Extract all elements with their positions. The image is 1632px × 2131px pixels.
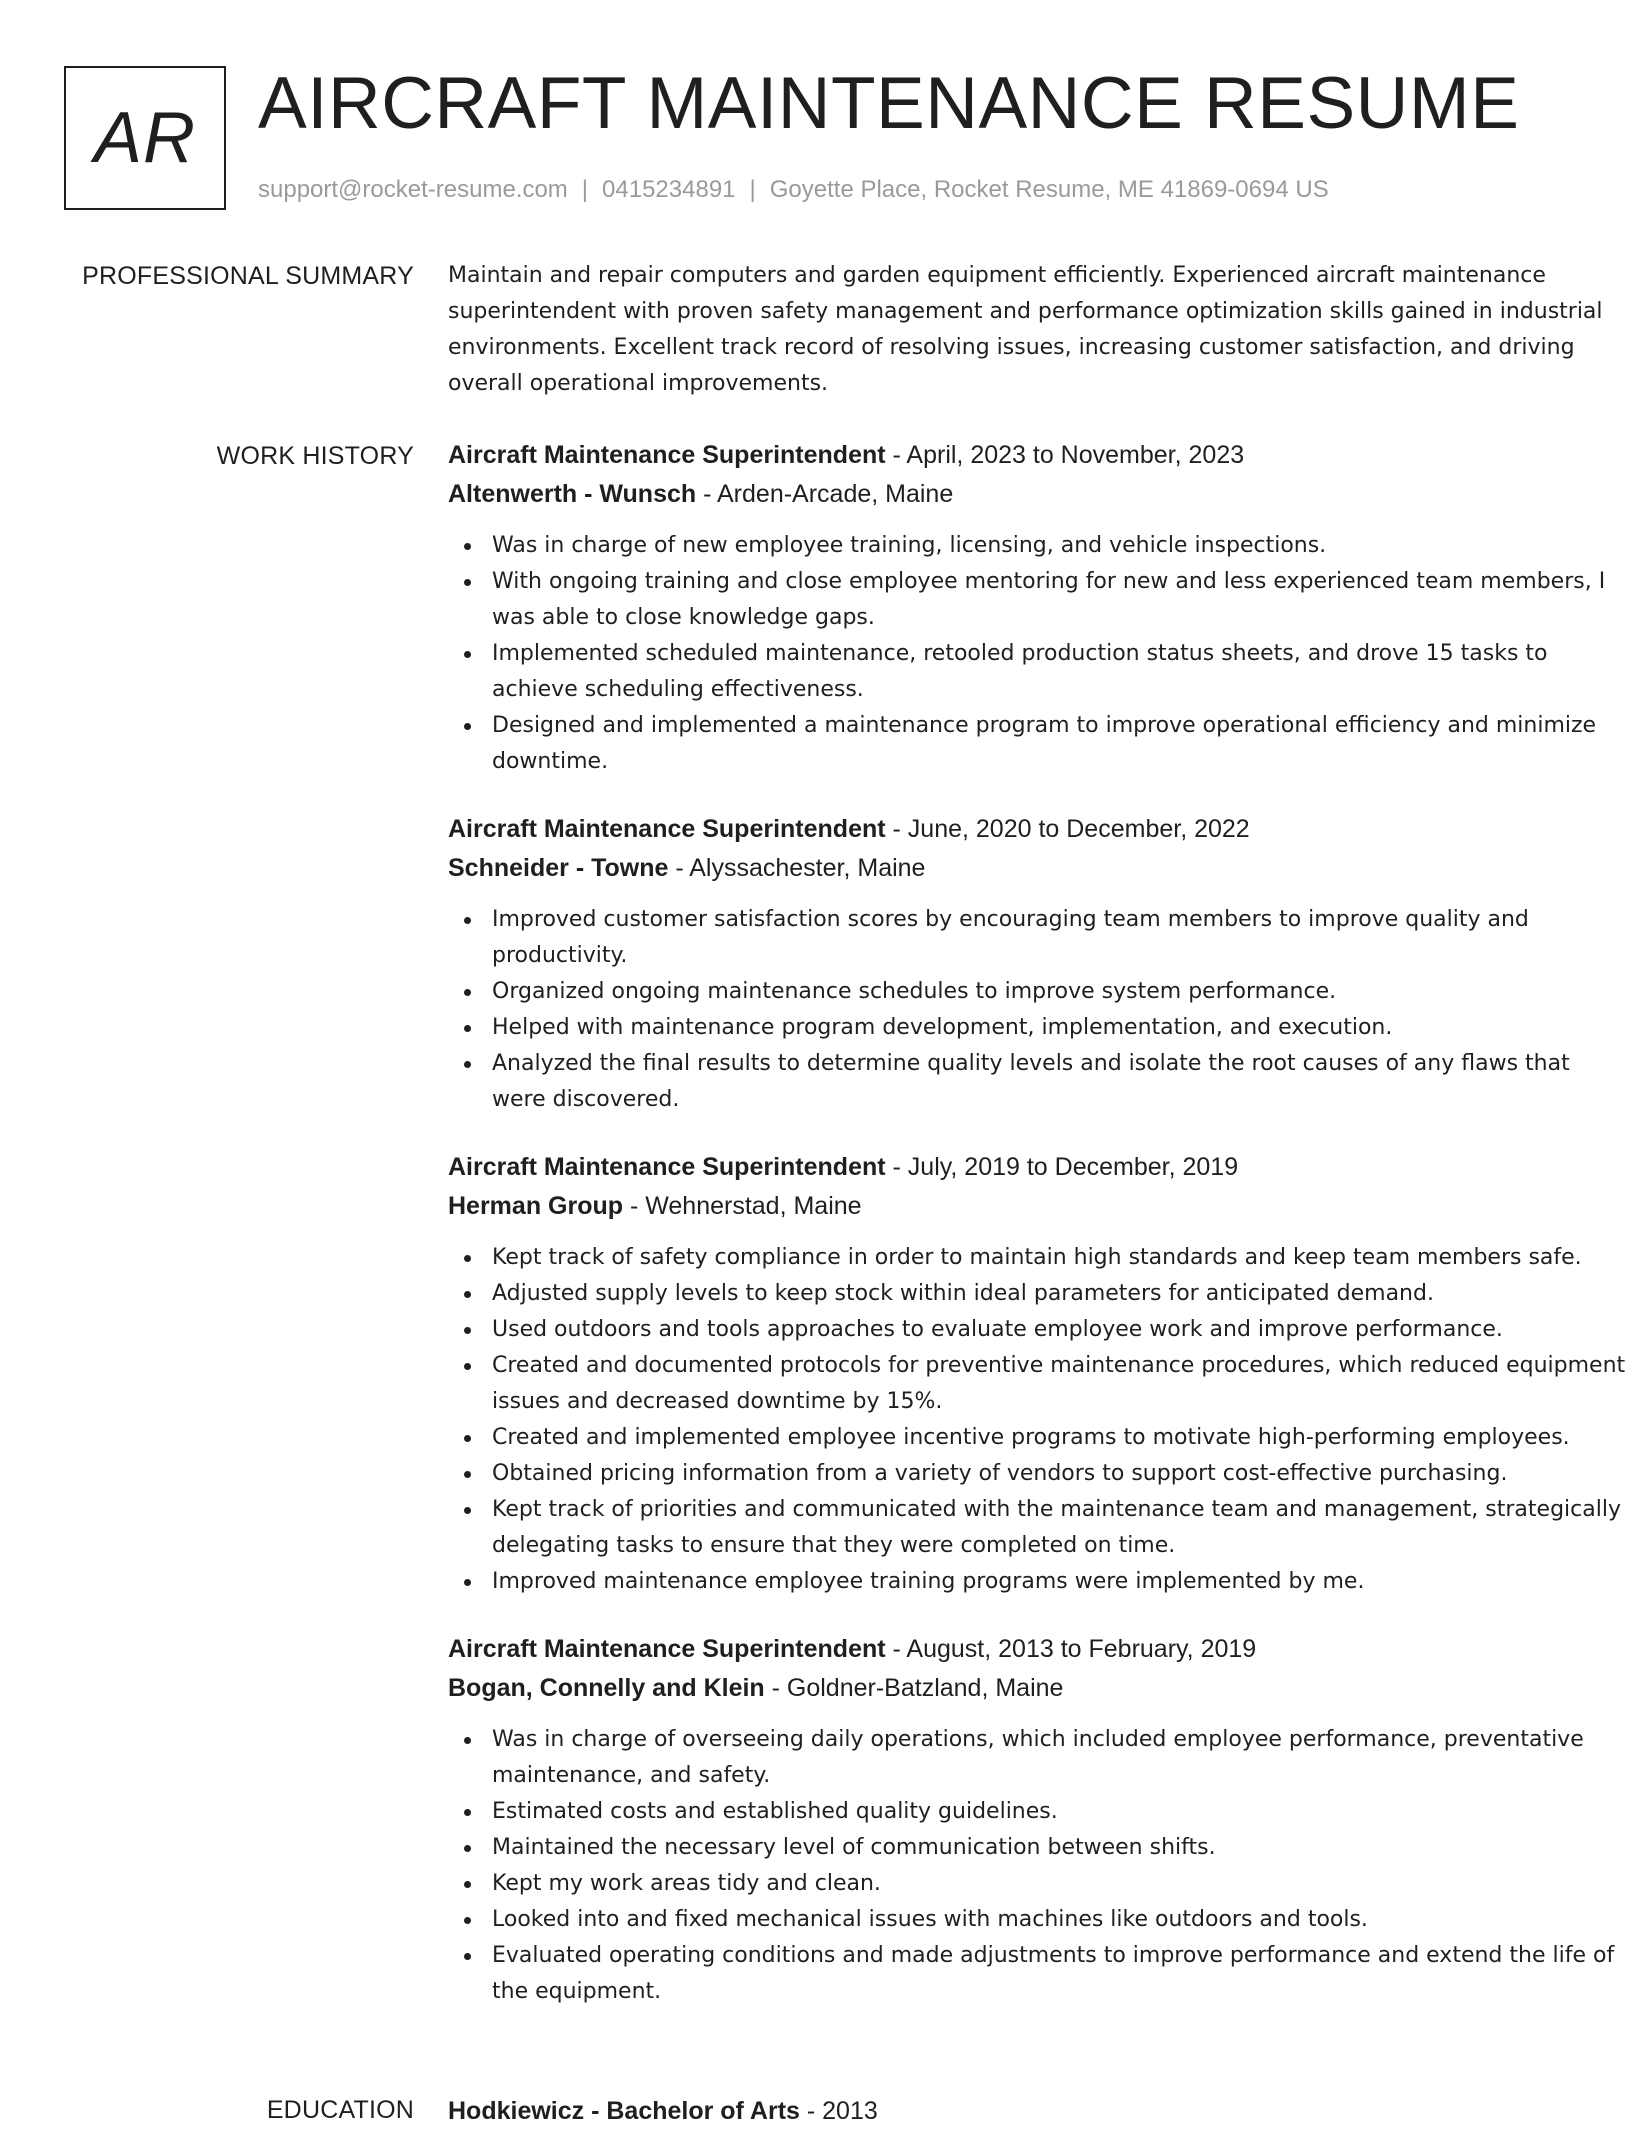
contact-address: Goyette Place, Rocket Resume, ME 41869-0694 US — [769, 176, 1329, 203]
job-bullet: Evaluated operating conditions and made adjustments to improve performance and extend the life of the equipment. — [448, 1938, 1628, 2010]
job-bullet-list — [448, 1722, 1628, 2010]
job-company: Altenwerth - Wunsch — [448, 480, 697, 508]
summary-text: Maintain and repair computers and garden equipment efficiently. Experienced aircraft maintenance superintendent with proven safety management and performance optimization skills gained in industrial environments. Excellent track record of resolving issues, increasing customer satisfaction, and driving overall operational improvements. — [448, 263, 1603, 396]
job-entry — [448, 1630, 1628, 2010]
job-company-line — [448, 1187, 1628, 1226]
job-bullet: Helped with maintenance program development, implementation, and execution. — [448, 1010, 1628, 1046]
job-location: - Alyssachester, Maine — [668, 854, 926, 882]
job-bullet: Created and documented protocols for preventive maintenance procedures, which reduced equipment issues and decreased downtime by 15%. — [448, 1348, 1628, 1420]
job-title-line — [448, 810, 1628, 849]
job-entry — [448, 1148, 1628, 1600]
job-title: Aircraft Maintenance Superintendent — [448, 1635, 886, 1663]
education-year: - 2013 — [799, 2097, 878, 2125]
monogram-logo: AR — [64, 66, 226, 210]
job-bullet: Kept track of priorities and communicated with the maintenance team and management, strategically delegating tasks to ensure that they were completed on time. — [448, 1492, 1628, 1564]
job-title-line — [448, 436, 1628, 475]
job-title-line — [448, 1630, 1628, 1669]
job-title: Aircraft Maintenance Superintendent — [448, 1153, 886, 1181]
resume-title: AIRCRAFT MAINTENANCE RESUME — [258, 63, 1520, 144]
job-bullet: Analyzed the final results to determine quality levels and isolate the root causes of any flaws that were discovered. — [448, 1046, 1628, 1118]
contact-phone[interactable]: 0415234891 — [602, 176, 736, 203]
resume-header — [64, 64, 1584, 214]
job-bullet-list — [448, 1240, 1628, 1600]
job-bullet: Organized ongoing maintenance schedules to improve system performance. — [448, 974, 1628, 1010]
education-label: EDUCATION — [266, 2096, 414, 2124]
job-title: Aircraft Maintenance Superintendent — [448, 815, 886, 843]
work-history-label: WORK HISTORY — [216, 442, 414, 470]
job-bullet: Designed and implemented a maintenance program to improve operational efficiency and minimize downtime. — [448, 708, 1628, 780]
job-dates: - August, 2013 to February, 2019 — [885, 1635, 1257, 1663]
job-company: Schneider - Towne — [448, 854, 669, 882]
job-bullet: Was in charge of new employee training, licensing, and vehicle inspections. — [448, 528, 1628, 564]
contact-separator: | — [749, 176, 756, 203]
job-bullet: Was in charge of overseeing daily operations, which included employee performance, preventative maintenance, and safety. — [448, 1722, 1628, 1794]
job-bullet-list — [448, 902, 1628, 1118]
job-title: Aircraft Maintenance Superintendent — [448, 441, 886, 469]
job-dates: - June, 2020 to December, 2022 — [885, 815, 1250, 843]
job-bullet: Implemented scheduled maintenance, retooled production status sheets, and drove 15 tasks to achieve scheduling effectiveness. — [448, 636, 1628, 708]
summary-body — [448, 258, 1628, 402]
job-dates: - July, 2019 to December, 2019 — [885, 1153, 1239, 1181]
job-bullet: Improved customer satisfaction scores by encouraging team members to improve quality and productivity. — [448, 902, 1628, 974]
job-company: Herman Group — [448, 1192, 624, 1220]
job-dates: - April, 2023 to November, 2023 — [885, 441, 1245, 469]
job-company-line — [448, 475, 1628, 514]
job-bullet: Improved maintenance employee training programs were implemented by me. — [448, 1564, 1628, 1600]
job-bullet: Adjusted supply levels to keep stock within ideal parameters for anticipated demand. — [448, 1276, 1628, 1312]
job-bullet: Obtained pricing information from a variety of vendors to support cost-effective purchasing. — [448, 1456, 1628, 1492]
job-bullet: Created and implemented employee incentive programs to motivate high-performing employees. — [448, 1420, 1628, 1456]
job-company-line — [448, 849, 1628, 888]
job-bullet: Kept my work areas tidy and clean. — [448, 1866, 1628, 1902]
job-bullet: Kept track of safety compliance in order to maintain high standards and keep team members safe. — [448, 1240, 1628, 1276]
job-location: - Arden-Arcade, Maine — [696, 480, 954, 508]
job-entry — [448, 436, 1628, 780]
job-location: - Goldner-Batzland, Maine — [764, 1674, 1064, 1702]
job-bullet-list — [448, 528, 1628, 780]
job-company: Bogan, Connelly and Klein — [448, 1674, 765, 1702]
contact-separator: | — [581, 176, 589, 203]
job-company-line — [448, 1669, 1628, 1708]
education-degree: Hodkiewicz - Bachelor of Arts — [448, 2097, 800, 2125]
job-bullet: Maintained the necessary level of communication between shifts. — [448, 1830, 1628, 1866]
job-title-line — [448, 1148, 1628, 1187]
summary-label: PROFESSIONAL SUMMARY — [82, 262, 414, 290]
contact-line — [258, 174, 1329, 206]
job-location: - Wehnerstad, Maine — [623, 1192, 862, 1220]
job-bullet: Estimated costs and established quality guidelines. — [448, 1794, 1628, 1830]
job-bullet: Used outdoors and tools approaches to evaluate employee work and improve performance. — [448, 1312, 1628, 1348]
work-history-body — [448, 436, 1628, 2040]
job-bullet: With ongoing training and close employee mentoring for new and less experienced team members, I was able to close knowledge gaps. — [448, 564, 1628, 636]
contact-email[interactable]: support@rocket-resume.com — [258, 176, 568, 203]
job-entry — [448, 810, 1628, 1118]
job-bullet: Looked into and fixed mechanical issues with machines like outdoors and tools. — [448, 1902, 1628, 1938]
